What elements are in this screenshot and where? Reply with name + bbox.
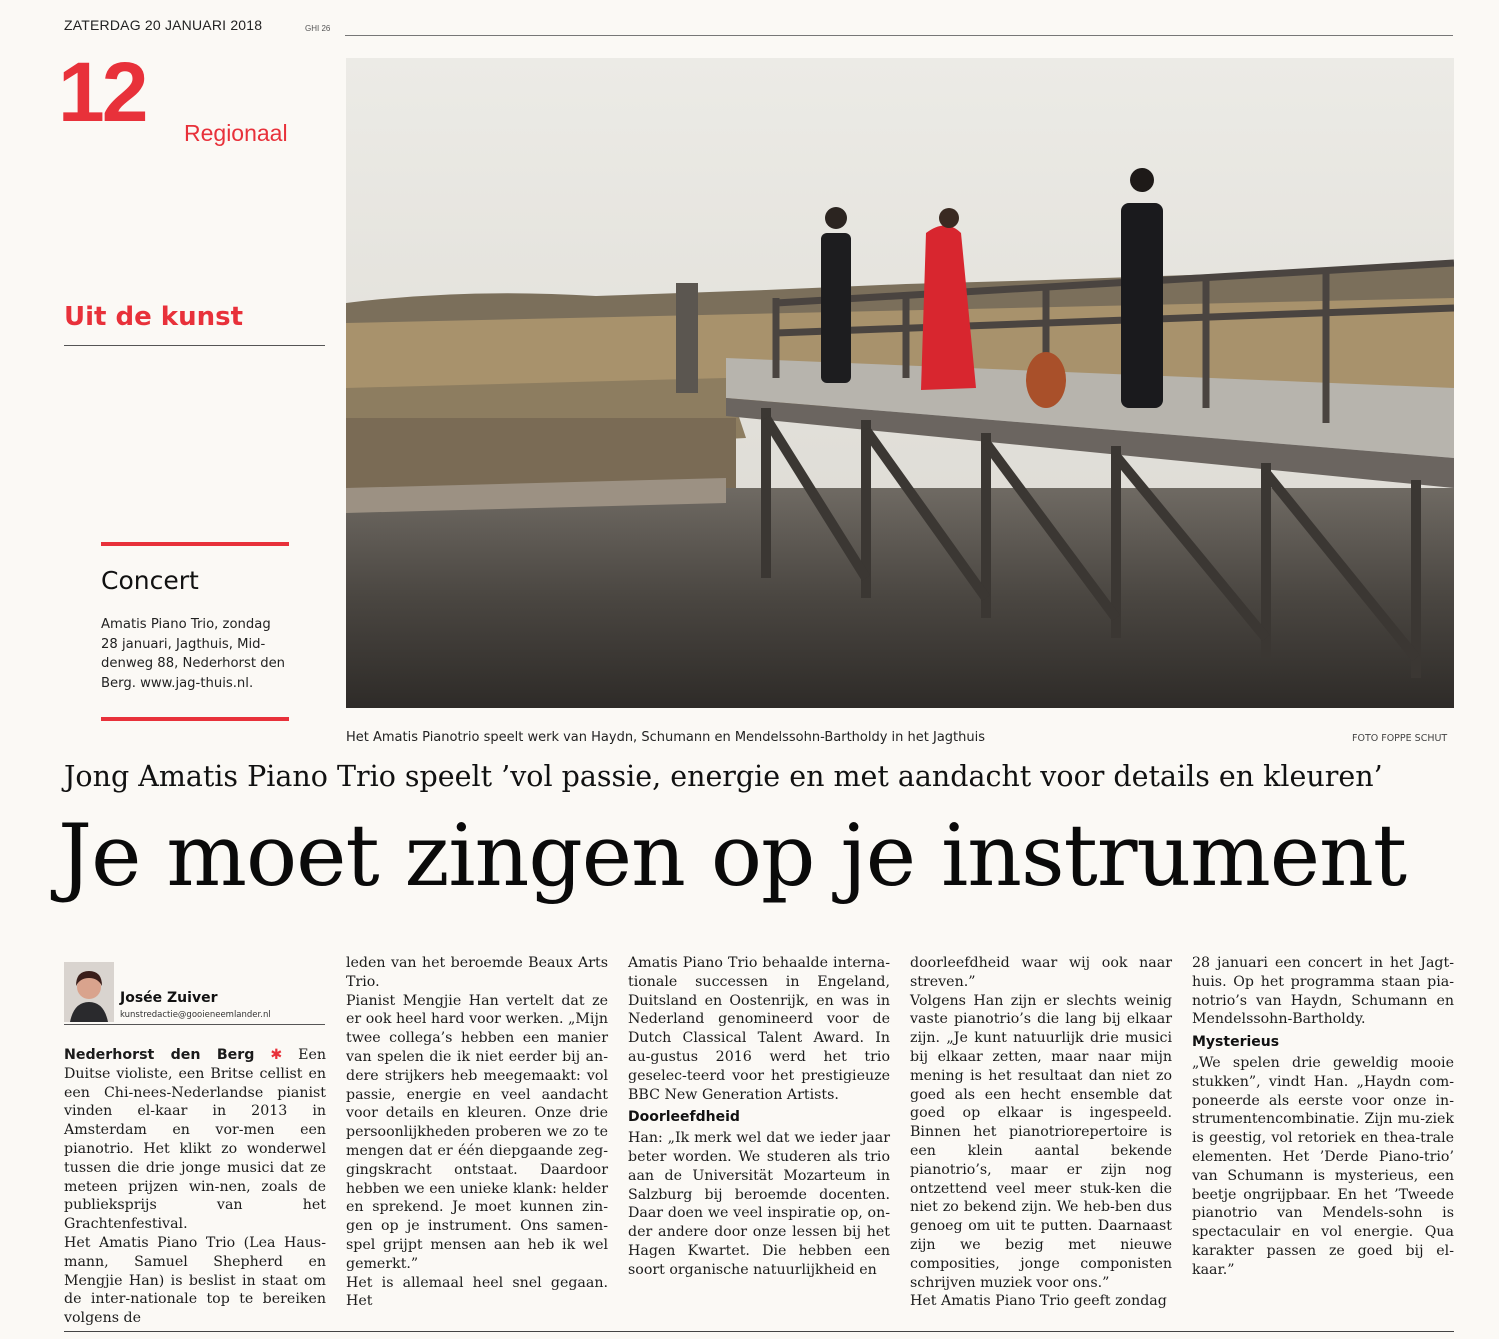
author-name: Josée Zuiver bbox=[120, 990, 218, 1006]
paragraph: Het Amatis Piano Trio (Lea Haus-mann, Samuel Shepherd en Mengjie Han) is beslist in staat om de inter-nationale top te bereiken volgens de bbox=[64, 1234, 326, 1327]
paragraph: Han: „Ik merk wel dat we ieder jaar beter worden. We studeren als trio aan de Universität Mozarteum in Salzburg bij beroemde docenten. Daar doen we veel inspiratie op, on-der andere door onze lessen bij het Hagen Kwartet. Die hebben een soort organische natuurlijkheid en bbox=[628, 1130, 890, 1278]
rubric-rule bbox=[64, 345, 325, 346]
info-box-heading: Concert bbox=[101, 566, 199, 595]
page-number: 12 bbox=[58, 45, 146, 139]
info-box-top-rule bbox=[101, 542, 289, 546]
paragraph: Volgens Han zijn er slechts weinig vaste pianotrio’s die lang bij elkaar zijn. „Je kunt natuurlijk drie musici bij elkaar zetten, maar naar mijn mening is het resultaat dan niet zo goed als een hecht ensemble dat goed op elkaar is ingespeeld. Binnen het pianotriorepertoire is een klein aantal bekende pianotrio’s, maar er zijn nog ontzettend veel meer stuk-ken die niet zo bekend zijn. We heb-ben dus genoeg om uit te putten. Daarnaast zijn we bezig met nieuwe composities, jonge componisten schrijven muziek voor ons.” bbox=[910, 992, 1172, 1291]
paragraph: 28 januari een concert in het Jagt-huis. Op het programma staan pia-notrio’s van Haydn, Schumann en Mendelssohn-Bartholdy. bbox=[1192, 955, 1454, 1028]
article-kicker: Jong Amatis Piano Trio speelt ’vol passie, energie en met aandacht voor details en kleuren’ bbox=[64, 760, 1383, 793]
article-headline: Je moet zingen op je instrument bbox=[58, 807, 1407, 906]
dateline: Nederhorst den Berg bbox=[64, 1047, 255, 1063]
author-email: kunstredactie@gooieneemlander.nl bbox=[120, 1010, 271, 1020]
paragraph: Het is allemaal heel snel gegaan. Het bbox=[346, 1274, 608, 1310]
paragraph: „We spelen drie geweldig mooie stukken”, vindt Han. „Haydn com-poneerde als eerste voor onze in-strumentencombinatie. Zijn mu-ziek is geestig, vol retoriek en thea-trale elementen. Het ’Derde Piano-trio’ van Schumann is mysterieus, een beetje ongrijpbaar. En het ’Tweede pianotrio van Mendels-sohn is spectaculair en vol energie. Qua karakter passen ze goed bij el-kaar.” bbox=[1192, 1054, 1454, 1278]
article-column-3 bbox=[628, 954, 890, 1280]
article-column-4 bbox=[910, 954, 1172, 1311]
photo-caption: Het Amatis Pianotrio speelt werk van Haydn, Schumann en Mendelssohn-Bartholdy in het Jagthuis bbox=[346, 730, 986, 745]
paragraph: leden van het beroemde Beaux Arts Trio. bbox=[346, 955, 608, 990]
paragraph: Het Amatis Piano Trio geeft zondag bbox=[910, 1293, 1167, 1310]
article-column-1 bbox=[64, 1046, 326, 1328]
top-rule bbox=[345, 35, 1453, 36]
photo-credit: FOTO FOPPE SCHUT bbox=[1352, 733, 1448, 744]
byline-rule bbox=[64, 1024, 325, 1025]
rubric-title: Uit de kunst bbox=[64, 302, 244, 332]
author-photo bbox=[64, 962, 114, 1022]
info-box-text: Amatis Piano Trio, zondag 28 januari, Jagthuis, Mid-denweg 88, Nederhorst den Berg. www.jag-thuis.nl. bbox=[101, 617, 286, 691]
paragraph: Pianist Mengjie Han vertelt dat ze er ook heel hard voor werken. „Mijn twee collega’s hebben een manier van spelen die ik niet eerder bij an-dere strijkers heb meegemaakt: vol passie, energie en veel aandacht voor details en kleuren. Onze drie persoonlijkheden proberen we zo te mengen dat er één diepgaande zeg-gingskracht ontstaat. Daardoor hebben we een unieke klank: helder en sprekend. Je moet kunnen zin-gen op je instrument. Ons samen-spel grijpt mensen aan heb ik wel gemerkt.” bbox=[346, 992, 608, 1272]
publication-date: ZATERDAG 20 JANUARI 2018 bbox=[64, 17, 263, 33]
edition-code: GHI 26 bbox=[305, 24, 331, 33]
paragraph: Een Duitse violiste, een Britse cellist en een Chi-nees-Nederlandse pianist vinden el-kaar in 2013 in Amsterdam en vor-men een pianotrio. Het klikt zo wonderwel tussen die drie jonge musici dat ze meteen prijzen win-nen, zoals de publieksprijs van het Grachtenfestival. bbox=[64, 1047, 326, 1233]
article-column-5 bbox=[1192, 954, 1454, 1280]
article-column-2 bbox=[346, 954, 608, 1311]
bottom-rule bbox=[64, 1331, 1454, 1332]
paragraph: doorleefdheid waar wij ook naar streven.” bbox=[910, 955, 1172, 990]
trio-on-bridge-photo bbox=[346, 58, 1454, 708]
subheading: Doorleefdheid bbox=[628, 1109, 740, 1126]
section-label: Regionaal bbox=[184, 120, 288, 146]
asterisk-icon: ✱ bbox=[270, 1047, 283, 1063]
subheading: Mysterieus bbox=[1192, 1034, 1280, 1051]
info-box-bottom-rule bbox=[101, 717, 289, 721]
paragraph: Amatis Piano Trio behaalde interna-tionale successen in Engeland, Duitsland en Oostenrijk, en was in Nederland genomineerd voor de Dutch Classical Talent Award. In au-gustus 2016 werd het trio geselec-teerd voor het prestigieuze BBC New Generation Artists. bbox=[628, 955, 890, 1103]
